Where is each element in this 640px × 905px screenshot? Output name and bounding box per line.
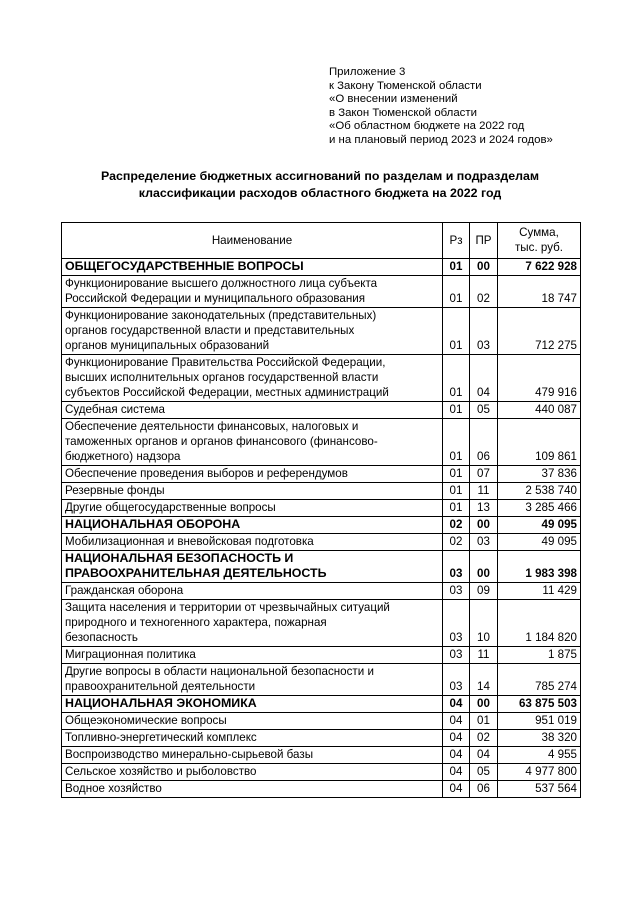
row-name-line: органов государственной власти и представительных — [65, 324, 355, 337]
row-sum: 479 916 — [498, 355, 581, 402]
row-pr: 00 — [470, 259, 498, 276]
row-name-line: бюджетного) надзора — [65, 450, 181, 463]
budget-table — [61, 222, 581, 798]
row-pr: 05 — [470, 402, 498, 419]
row-pr: 05 — [470, 764, 498, 781]
row-pr: 07 — [470, 466, 498, 483]
row-name-line: Функционирование высшего должностного лица субъекта — [65, 277, 378, 290]
header-sum-line: Сумма, — [519, 226, 559, 239]
row-name-line: Другие общегосударственные вопросы — [65, 501, 276, 514]
appendix-line: и на плановый период 2023 и 2024 годов» — [329, 133, 553, 146]
row-sum: 951 019 — [498, 713, 581, 730]
row-name — [62, 402, 443, 419]
row-sum: 7 622 928 — [498, 259, 581, 276]
row-name-line: Защита населения и территории от чрезвычайных ситуаций — [65, 601, 390, 614]
header-sum-line: тыс. руб. — [515, 241, 563, 254]
row-name-line: ОБЩЕГОСУДАРСТВЕННЫЕ ВОПРОСЫ — [65, 259, 304, 273]
header-pr: ПР — [470, 223, 498, 259]
row-rz: 01 — [443, 483, 470, 500]
row-pr: 00 — [470, 551, 498, 583]
row-name — [62, 517, 443, 534]
row-rz: 04 — [443, 696, 470, 713]
row-rz: 03 — [443, 664, 470, 696]
row-sum: 11 429 — [498, 583, 581, 600]
row-sum: 712 275 — [498, 308, 581, 355]
table-row — [62, 466, 581, 483]
row-name — [62, 259, 443, 276]
table-row — [62, 276, 581, 308]
row-name — [62, 534, 443, 551]
row-sum: 3 285 466 — [498, 500, 581, 517]
section-row — [62, 517, 581, 534]
row-sum: 63 875 503 — [498, 696, 581, 713]
row-sum: 49 095 — [498, 517, 581, 534]
row-name — [62, 664, 443, 696]
row-name-line: Функционирование законодательных (представительных) — [65, 309, 377, 322]
row-pr: 13 — [470, 500, 498, 517]
row-sum: 18 747 — [498, 276, 581, 308]
table-row — [62, 419, 581, 466]
row-pr: 02 — [470, 276, 498, 308]
row-name-line: НАЦИОНАЛЬНАЯ БЕЗОПАСНОСТЬ И — [65, 551, 294, 565]
appendix-line: к Закону Тюменской области — [329, 79, 482, 92]
row-rz: 01 — [443, 355, 470, 402]
row-sum: 2 538 740 — [498, 483, 581, 500]
row-sum: 440 087 — [498, 402, 581, 419]
header-rz: Рз — [443, 223, 470, 259]
section-row — [62, 696, 581, 713]
row-rz: 01 — [443, 419, 470, 466]
row-name-line: Общеэкономические вопросы — [65, 714, 227, 727]
row-pr: 14 — [470, 664, 498, 696]
row-pr: 01 — [470, 713, 498, 730]
row-name — [62, 600, 443, 647]
row-name-line: Сельское хозяйство и рыболовство — [65, 765, 257, 778]
row-rz: 04 — [443, 730, 470, 747]
row-rz: 01 — [443, 259, 470, 276]
row-rz: 04 — [443, 764, 470, 781]
row-name-line: Обеспечение деятельности финансовых, налоговых и — [65, 420, 359, 433]
row-name-line: Гражданская оборона — [65, 584, 184, 597]
row-pr: 02 — [470, 730, 498, 747]
row-pr: 11 — [470, 483, 498, 500]
row-sum: 4 955 — [498, 747, 581, 764]
row-sum: 4 977 800 — [498, 764, 581, 781]
row-pr: 11 — [470, 647, 498, 664]
row-name-line: органов муниципальных образований — [65, 339, 270, 352]
table-row — [62, 664, 581, 696]
row-name — [62, 764, 443, 781]
appendix-line: «О внесении изменений — [329, 93, 458, 106]
row-sum: 49 095 — [498, 534, 581, 551]
row-rz: 04 — [443, 781, 470, 798]
row-pr: 10 — [470, 600, 498, 647]
table-row — [62, 500, 581, 517]
table-row — [62, 713, 581, 730]
table-row — [62, 781, 581, 798]
row-name-line: Российской Федерации и муниципального образования — [65, 292, 366, 305]
row-name-line: Другие вопросы в области национальной безопасности и — [65, 665, 374, 678]
row-name-line: Мобилизационная и вневойсковая подготовка — [65, 535, 314, 548]
row-pr: 04 — [470, 355, 498, 402]
row-pr: 03 — [470, 534, 498, 551]
row-name — [62, 730, 443, 747]
row-name — [62, 276, 443, 308]
row-name-line: Топливно-энергетический комплекс — [65, 731, 257, 744]
row-name — [62, 747, 443, 764]
row-name-line: НАЦИОНАЛЬНАЯ ЭКОНОМИКА — [65, 696, 257, 710]
row-name — [62, 551, 443, 583]
row-name-line: Резервные фонды — [65, 484, 165, 497]
row-name-line: Функционирование Правительства Российской Федерации, — [65, 356, 386, 369]
row-name-line: субъектов Российской Федерации, местных администраций — [65, 386, 389, 399]
row-rz: 01 — [443, 466, 470, 483]
table-row — [62, 308, 581, 355]
row-rz: 04 — [443, 747, 470, 764]
appendix-note — [329, 66, 553, 148]
row-name — [62, 647, 443, 664]
row-pr: 00 — [470, 517, 498, 534]
table-row — [62, 764, 581, 781]
row-sum: 1 983 398 — [498, 551, 581, 583]
title-line: Распределение бюджетных ассигнований по разделам и подразделам — [100, 169, 540, 183]
appendix-line: в Закон Тюменской области — [329, 106, 477, 119]
title-line: классификации расходов областного бюджета на 2022 год — [138, 186, 502, 200]
table-row — [62, 402, 581, 419]
row-name-line: Воспроизводство минерально-сырьевой базы — [65, 748, 314, 761]
table-row — [62, 483, 581, 500]
row-rz: 01 — [443, 402, 470, 419]
table-row — [62, 355, 581, 402]
row-name — [62, 466, 443, 483]
row-name — [62, 696, 443, 713]
row-pr: 00 — [470, 696, 498, 713]
section-row — [62, 259, 581, 276]
row-name — [62, 500, 443, 517]
table-body — [62, 259, 581, 798]
table-row — [62, 730, 581, 747]
row-sum: 1 184 820 — [498, 600, 581, 647]
row-rz: 03 — [443, 647, 470, 664]
row-rz: 03 — [443, 600, 470, 647]
row-name-line: правоохранительной деятельности — [65, 680, 256, 693]
row-name-line: Обеспечение проведения выборов и референдумов — [65, 467, 348, 480]
row-sum: 785 274 — [498, 664, 581, 696]
row-rz: 01 — [443, 276, 470, 308]
row-name — [62, 781, 443, 798]
row-name — [62, 355, 443, 402]
row-name-line: высших исполнительных органов государственной власти — [65, 371, 379, 384]
row-name — [62, 583, 443, 600]
row-rz: 03 — [443, 583, 470, 600]
row-sum: 109 861 — [498, 419, 581, 466]
row-rz: 01 — [443, 500, 470, 517]
row-rz: 02 — [443, 517, 470, 534]
row-name-line: безопасность — [65, 631, 138, 644]
row-name — [62, 308, 443, 355]
row-pr: 06 — [470, 419, 498, 466]
row-name-line: Водное хозяйство — [65, 782, 162, 795]
table-header-row — [62, 223, 581, 259]
document-title — [60, 168, 580, 202]
row-name — [62, 483, 443, 500]
section-row — [62, 551, 581, 583]
table-row — [62, 534, 581, 551]
row-pr: 06 — [470, 781, 498, 798]
appendix-line: Приложение 3 — [329, 66, 406, 78]
header-sum — [498, 223, 581, 259]
appendix-line: «Об областном бюджете на 2022 год — [329, 120, 525, 133]
row-rz: 01 — [443, 308, 470, 355]
table-row — [62, 600, 581, 647]
table-row — [62, 583, 581, 600]
table-row — [62, 747, 581, 764]
row-name — [62, 713, 443, 730]
row-sum: 37 836 — [498, 466, 581, 483]
row-name-line: Миграционная политика — [65, 648, 196, 661]
header-name: Наименование — [62, 223, 443, 259]
row-name — [62, 419, 443, 466]
row-sum: 537 564 — [498, 781, 581, 798]
row-sum: 1 875 — [498, 647, 581, 664]
row-name-line: природного и техногенного характера, пожарная — [65, 616, 327, 629]
row-name-line: ПРАВООХРАНИТЕЛЬНАЯ ДЕЯТЕЛЬНОСТЬ — [65, 566, 327, 580]
row-pr: 04 — [470, 747, 498, 764]
row-name-line: таможенных органов и органов финансового (финансово- — [65, 435, 378, 448]
row-rz: 03 — [443, 551, 470, 583]
row-pr: 09 — [470, 583, 498, 600]
row-name-line: НАЦИОНАЛЬНАЯ ОБОРОНА — [65, 517, 241, 531]
table-row — [62, 647, 581, 664]
row-rz: 02 — [443, 534, 470, 551]
row-pr: 03 — [470, 308, 498, 355]
row-sum: 38 320 — [498, 730, 581, 747]
row-name-line: Судебная система — [65, 403, 165, 416]
row-rz: 04 — [443, 713, 470, 730]
